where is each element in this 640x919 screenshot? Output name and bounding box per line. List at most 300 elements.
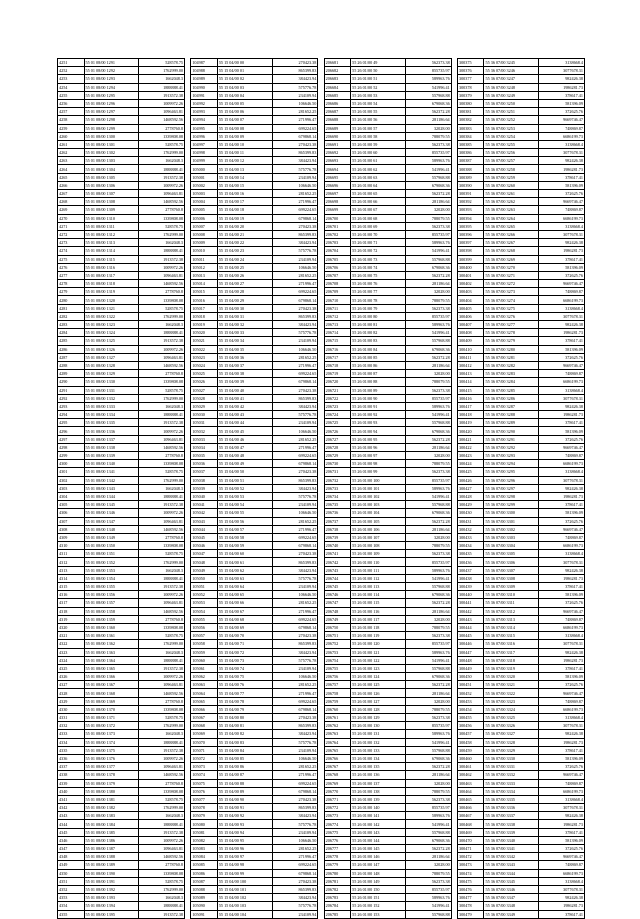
table-row	[457, 550, 584, 558]
row-id: 4314	[58, 574, 85, 582]
row-id: 4329	[58, 697, 85, 705]
row-amount: 1662048.3	[139, 648, 185, 656]
row-datetime: 55 36 07/00 3272	[484, 280, 539, 288]
table-row	[58, 648, 185, 656]
table-row	[58, 910, 185, 918]
row-id: 4303	[58, 484, 85, 492]
row-id: 4348	[58, 853, 85, 861]
table-row	[191, 599, 318, 607]
row-id: 4341	[58, 795, 85, 803]
row-id: 206707	[324, 271, 351, 279]
row-datetime: 55 26 01/00 139	[351, 795, 406, 803]
row-amount: 234109.94	[272, 419, 318, 427]
row-amount: 384423.94	[272, 75, 318, 83]
table-row	[324, 108, 451, 116]
row-amount: 679068.36	[406, 509, 452, 517]
row-id: 104987	[191, 59, 218, 67]
row-datetime: 55 01 08/00 1394	[84, 902, 139, 910]
table-row	[58, 542, 185, 550]
row-datetime: 55 26 01/00 70	[351, 230, 406, 238]
row-datetime: 55 01 08/00 1345	[84, 501, 139, 509]
row-amount: 865399.83	[272, 67, 318, 75]
row-amount: 281652.25	[272, 845, 318, 853]
table-row	[457, 214, 584, 222]
row-datetime: 55 01 08/00 1333	[84, 402, 139, 410]
table-row	[457, 67, 584, 75]
table-row	[58, 280, 185, 288]
row-amount: 234109.94	[272, 828, 318, 836]
row-datetime: 55 26 01/00 129	[351, 714, 406, 722]
row-amount: 281186.64	[406, 689, 452, 697]
table-row	[457, 648, 584, 656]
table-row	[191, 222, 318, 230]
table-row	[457, 263, 584, 271]
row-id: 300396	[457, 230, 484, 238]
row-amount: 557968.88	[406, 419, 452, 427]
row-datetime: 55 26 01/00 66	[351, 198, 406, 206]
row-datetime: 55 36 07/00 3299	[484, 501, 539, 509]
row-id: 104992	[191, 99, 218, 107]
table-row	[58, 452, 185, 460]
row-id: 4323	[58, 648, 85, 656]
ledger-table	[324, 58, 452, 919]
row-id: 105067	[191, 714, 218, 722]
row-id: 300458	[457, 738, 484, 746]
row-id: 105059	[191, 648, 218, 656]
table-row	[58, 353, 185, 361]
row-amount: 1762999.00	[139, 149, 185, 157]
row-datetime: 55 26 01/00 151	[351, 894, 406, 902]
table-row	[457, 771, 584, 779]
row-id: 300398	[457, 247, 484, 255]
row-datetime: 55 26 01/00 60	[351, 149, 406, 157]
table-row	[58, 67, 185, 75]
row-amount: 788079.55	[406, 787, 452, 795]
row-datetime: 55 26 01/00 126	[351, 689, 406, 697]
row-id: 206768	[324, 771, 351, 779]
row-datetime: 55 26 01/00 137	[351, 779, 406, 787]
row-id: 104997	[191, 140, 218, 148]
row-id: 206698	[324, 198, 351, 206]
row-amount: 1339808.08	[139, 869, 185, 877]
table-row	[324, 173, 451, 181]
table-row	[457, 681, 584, 689]
table-row	[457, 83, 584, 91]
row-id: 206766	[324, 754, 351, 762]
row-datetime: 55 36 07/00 3311	[484, 599, 539, 607]
row-id: 300399	[457, 255, 484, 263]
row-datetime: 55 26 01/00 102	[351, 492, 406, 500]
row-id: 300416	[457, 394, 484, 402]
row-id: 206682	[324, 67, 351, 75]
row-amount: 528578.75	[139, 468, 185, 476]
row-id: 300440	[457, 591, 484, 599]
row-amount: 865399.83	[272, 640, 318, 648]
table-row	[191, 321, 318, 329]
table-row	[324, 255, 451, 263]
row-amount: 1468592.56	[139, 607, 185, 615]
table-row	[324, 656, 451, 664]
table-row	[324, 681, 451, 689]
row-id: 206728	[324, 443, 351, 451]
row-datetime: 55 01 08/00 1335	[84, 419, 139, 427]
row-amount: 589963.76	[406, 239, 452, 247]
row-datetime: 55 26 01/00 88	[351, 378, 406, 386]
table-row	[58, 820, 185, 828]
table-row	[324, 877, 451, 885]
row-datetime: 55 01 08/00 1320	[84, 296, 139, 304]
table-row	[191, 648, 318, 656]
row-id: 4298	[58, 443, 85, 451]
row-amount: 562372.28	[406, 271, 452, 279]
table-row	[457, 468, 584, 476]
row-amount: 982426.38	[539, 894, 585, 902]
row-datetime: 55 36 07/00 3253	[484, 124, 539, 132]
row-id: 4283	[58, 321, 85, 329]
row-id: 4311	[58, 550, 85, 558]
row-amount: 3077678.31	[539, 476, 585, 484]
table-row	[324, 353, 451, 361]
row-id: 104999	[191, 157, 218, 165]
row-id: 300478	[457, 902, 484, 910]
row-datetime: 55 01 08/00 1331	[84, 386, 139, 394]
row-id: 105070	[191, 738, 218, 746]
row-amount: 2778760.8	[139, 370, 185, 378]
row-datetime: 55 26 01/00 107	[351, 533, 406, 541]
row-id: 206724	[324, 411, 351, 419]
row-amount: 281652.25	[272, 190, 318, 198]
row-datetime: 55 26 01/00 134	[351, 754, 406, 762]
row-datetime: 55 01 08/00 1361	[84, 632, 139, 640]
row-amount: 528578.75	[139, 140, 185, 148]
row-amount: 557968.88	[406, 746, 452, 754]
row-datetime: 55 15 04/00 74	[217, 664, 272, 672]
row-datetime: 55 26 01/00 138	[351, 787, 406, 795]
row-id: 300437	[457, 566, 484, 574]
row-amount: 3077678.31	[539, 558, 585, 566]
row-datetime: 55 26 01/00 73	[351, 255, 406, 263]
row-amount: 378617.41	[539, 910, 585, 918]
row-datetime: 55 26 01/00 53	[351, 91, 406, 99]
row-amount: 1762999.00	[139, 230, 185, 238]
row-amount: 271996.47	[272, 116, 318, 124]
table-row	[324, 550, 451, 558]
row-id: 300420	[457, 427, 484, 435]
row-amount: 562372.28	[406, 108, 452, 116]
table-row	[58, 861, 185, 869]
row-id: 105068	[191, 722, 218, 730]
row-amount: 2778760.8	[139, 861, 185, 869]
row-id: 300454	[457, 705, 484, 713]
table-row	[324, 583, 451, 591]
row-datetime: 55 26 01/00 140	[351, 804, 406, 812]
row-id: 300465	[457, 795, 484, 803]
row-amount: 562373.38	[406, 304, 452, 312]
row-datetime: 55 36 07/00 3330	[484, 754, 539, 762]
row-id: 206748	[324, 607, 351, 615]
table-row	[457, 542, 584, 550]
row-datetime: 55 26 01/00 146	[351, 853, 406, 861]
table-row	[58, 599, 185, 607]
row-id: 4279	[58, 288, 85, 296]
table-row	[58, 550, 185, 558]
row-id: 206695	[324, 173, 351, 181]
row-datetime: 55 01 08/00 1337	[84, 435, 139, 443]
row-amount: 575776.78	[272, 820, 318, 828]
row-datetime: 55 26 01/00 147	[351, 861, 406, 869]
row-amount: 1009972.26	[139, 263, 185, 271]
row-amount: 384423.94	[272, 812, 318, 820]
row-datetime: 55 01 08/00 1372	[84, 722, 139, 730]
row-datetime: 55 36 07/00 3318	[484, 656, 539, 664]
row-id: 105001	[191, 173, 218, 181]
row-id: 105063	[191, 681, 218, 689]
row-id: 300380	[457, 99, 484, 107]
row-amount: 378617.41	[539, 501, 585, 509]
table-row	[324, 705, 451, 713]
row-amount: 6686199.73	[539, 132, 585, 140]
table-row	[324, 828, 451, 836]
row-datetime: 55 26 01/00 116	[351, 607, 406, 615]
table-row	[324, 443, 451, 451]
table-row	[191, 108, 318, 116]
table-row	[191, 247, 318, 255]
row-amount: 541996.41	[406, 83, 452, 91]
row-id: 105034	[191, 443, 218, 451]
row-amount: 1009972.26	[139, 673, 185, 681]
table-row	[58, 779, 185, 787]
row-amount: 855735.97	[406, 885, 452, 893]
row-datetime: 55 36 07/00 3335	[484, 795, 539, 803]
row-amount: 106646.50	[272, 509, 318, 517]
row-amount: 982426.38	[539, 812, 585, 820]
row-id: 300460	[457, 754, 484, 762]
row-datetime: 55 26 01/00 81	[351, 321, 406, 329]
table-row	[191, 574, 318, 582]
row-amount: 562373.38	[406, 550, 452, 558]
row-datetime: 55 15 04/00 41	[217, 394, 272, 402]
row-id: 206745	[324, 583, 351, 591]
table-row	[457, 345, 584, 353]
table-row	[58, 181, 185, 189]
row-datetime: 55 36 07/00 3320	[484, 673, 539, 681]
row-datetime: 55 36 07/00 3275	[484, 304, 539, 312]
row-id: 4290	[58, 378, 85, 386]
row-amount: 106646.50	[272, 591, 318, 599]
row-datetime: 55 36 07/00 3246	[484, 67, 539, 75]
row-datetime: 55 36 07/00 3319	[484, 664, 539, 672]
table-row	[191, 894, 318, 902]
row-datetime: 55 01 08/00 1357	[84, 599, 139, 607]
row-amount: 384423.94	[272, 730, 318, 738]
row-amount: 234109.94	[272, 501, 318, 509]
table-row	[457, 361, 584, 369]
table-row	[324, 190, 451, 198]
row-datetime: 55 26 01/00 118	[351, 623, 406, 631]
row-datetime: 55 15 04/00 39	[217, 378, 272, 386]
row-amount: 1986281.73	[539, 574, 585, 582]
row-amount: 372625.76	[539, 517, 585, 525]
row-datetime: 55 36 07/00 3349	[484, 910, 539, 918]
row-datetime: 55 01 08/00 1384	[84, 820, 139, 828]
row-amount: 1096463.81	[139, 599, 185, 607]
table-row	[191, 361, 318, 369]
row-amount: 1468592.56	[139, 771, 185, 779]
table-row	[191, 75, 318, 83]
table-row	[457, 378, 584, 386]
row-datetime: 55 36 07/00 3301	[484, 517, 539, 525]
row-datetime: 55 01 08/00 1308	[84, 198, 139, 206]
row-id: 300392	[457, 198, 484, 206]
row-datetime: 55 36 07/00 3294	[484, 460, 539, 468]
row-datetime: 55 01 08/00 1391	[84, 877, 139, 885]
table-row	[457, 714, 584, 722]
table-row	[324, 124, 451, 132]
row-datetime: 55 15 04/00 08	[217, 124, 272, 132]
row-id: 4340	[58, 787, 85, 795]
row-id: 300434	[457, 542, 484, 550]
row-amount: 557968.88	[406, 828, 452, 836]
row-datetime: 55 01 08/00 1309	[84, 206, 139, 214]
row-amount: 6686199.73	[539, 705, 585, 713]
row-id: 206761	[324, 714, 351, 722]
table-row	[58, 525, 185, 533]
row-datetime: 55 36 07/00 3287	[484, 402, 539, 410]
row-amount: 106646.50	[272, 754, 318, 762]
row-id: 4321	[58, 632, 85, 640]
row-datetime: 55 26 01/00 74	[351, 263, 406, 271]
table-row	[324, 910, 451, 918]
row-datetime: 55 01 08/00 1295	[84, 91, 139, 99]
table-row	[191, 746, 318, 754]
table-row	[457, 599, 584, 607]
row-datetime: 55 01 08/00 1367	[84, 681, 139, 689]
row-datetime: 55 36 07/00 3326	[484, 722, 539, 730]
table-row	[457, 99, 584, 107]
row-amount: 270423.38	[272, 222, 318, 230]
row-datetime: 55 26 01/00 135	[351, 763, 406, 771]
row-id: 105082	[191, 836, 218, 844]
table-row	[324, 730, 451, 738]
row-datetime: 55 15 04/00 55	[217, 509, 272, 517]
row-id: 4297	[58, 435, 85, 443]
row-amount: 2778760.8	[139, 779, 185, 787]
table-row	[324, 468, 451, 476]
row-amount: 1339808.08	[139, 460, 185, 468]
row-amount: 372625.76	[539, 271, 585, 279]
row-id: 4328	[58, 689, 85, 697]
row-datetime: 55 26 01/00 86	[351, 361, 406, 369]
row-datetime: 55 26 01/00 131	[351, 730, 406, 738]
table-row	[191, 353, 318, 361]
row-id: 4254	[58, 83, 85, 91]
table-row	[457, 206, 584, 214]
row-datetime: 55 01 08/00 1352	[84, 558, 139, 566]
row-datetime: 55 26 01/00 148	[351, 869, 406, 877]
table-row	[191, 705, 318, 713]
table-row	[457, 452, 584, 460]
row-datetime: 55 01 08/00 1363	[84, 648, 139, 656]
row-id: 206693	[324, 157, 351, 165]
row-id: 300389	[457, 173, 484, 181]
table-row	[58, 132, 185, 140]
row-datetime: 55 26 01/00 59	[351, 140, 406, 148]
row-amount: 982426.38	[539, 484, 585, 492]
table-row	[58, 574, 185, 582]
row-amount: 541996.41	[406, 247, 452, 255]
row-amount: 557968.88	[406, 337, 452, 345]
row-id: 300409	[457, 337, 484, 345]
table-row	[324, 452, 451, 460]
row-id: 300402	[457, 280, 484, 288]
row-datetime: 55 36 07/00 3339	[484, 828, 539, 836]
row-datetime: 55 36 07/00 3259	[484, 173, 539, 181]
row-datetime: 55 26 01/00 123	[351, 664, 406, 672]
table-row	[457, 419, 584, 427]
table-row	[324, 271, 451, 279]
table-row	[191, 99, 318, 107]
row-id: 300381	[457, 108, 484, 116]
table-row	[191, 378, 318, 386]
row-datetime: 55 15 04/00 96	[217, 845, 272, 853]
table-row	[457, 787, 584, 795]
row-amount: 1888888.41	[139, 738, 185, 746]
table-row	[191, 607, 318, 615]
row-id: 300426	[457, 476, 484, 484]
row-id: 104998	[191, 149, 218, 157]
row-id: 105003	[191, 190, 218, 198]
row-amount: 575776.78	[272, 492, 318, 500]
row-amount: 982426.38	[539, 730, 585, 738]
table-row	[58, 230, 185, 238]
table-row	[58, 763, 185, 771]
row-id: 105051	[191, 583, 218, 591]
row-id: 206681	[324, 59, 351, 67]
row-amount: 281186.64	[406, 280, 452, 288]
row-amount: 855735.97	[406, 312, 452, 320]
table-row	[191, 280, 318, 288]
row-datetime: 55 01 08/00 1316	[84, 263, 139, 271]
row-id: 105007	[191, 222, 218, 230]
row-datetime: 55 01 08/00 1329	[84, 370, 139, 378]
row-id: 4294	[58, 411, 85, 419]
row-id: 105022	[191, 345, 218, 353]
row-amount: 1913572.38	[139, 583, 185, 591]
row-id: 300430	[457, 509, 484, 517]
row-amount: 589963.76	[406, 402, 452, 410]
table-row	[58, 271, 185, 279]
row-amount: 3077678.31	[539, 804, 585, 812]
table-row	[457, 492, 584, 500]
row-datetime: 55 26 01/00 61	[351, 157, 406, 165]
table-row	[324, 804, 451, 812]
row-id: 300424	[457, 460, 484, 468]
row-id: 206687	[324, 108, 351, 116]
row-amount: 6686199.73	[539, 787, 585, 795]
row-amount: 270423.38	[272, 59, 318, 67]
ledger-column-3	[324, 58, 452, 917]
row-amount: 679868.14	[272, 460, 318, 468]
row-id: 206784	[324, 902, 351, 910]
row-amount: 699224.65	[272, 615, 318, 623]
row-datetime: 55 15 04/00 100	[217, 877, 272, 885]
row-datetime: 55 01 08/00 1378	[84, 771, 139, 779]
row-id: 105028	[191, 394, 218, 402]
table-row	[58, 877, 185, 885]
row-amount: 271996.47	[272, 280, 318, 288]
row-amount: 581396.09	[539, 673, 585, 681]
row-datetime: 55 01 08/00 1300	[84, 132, 139, 140]
